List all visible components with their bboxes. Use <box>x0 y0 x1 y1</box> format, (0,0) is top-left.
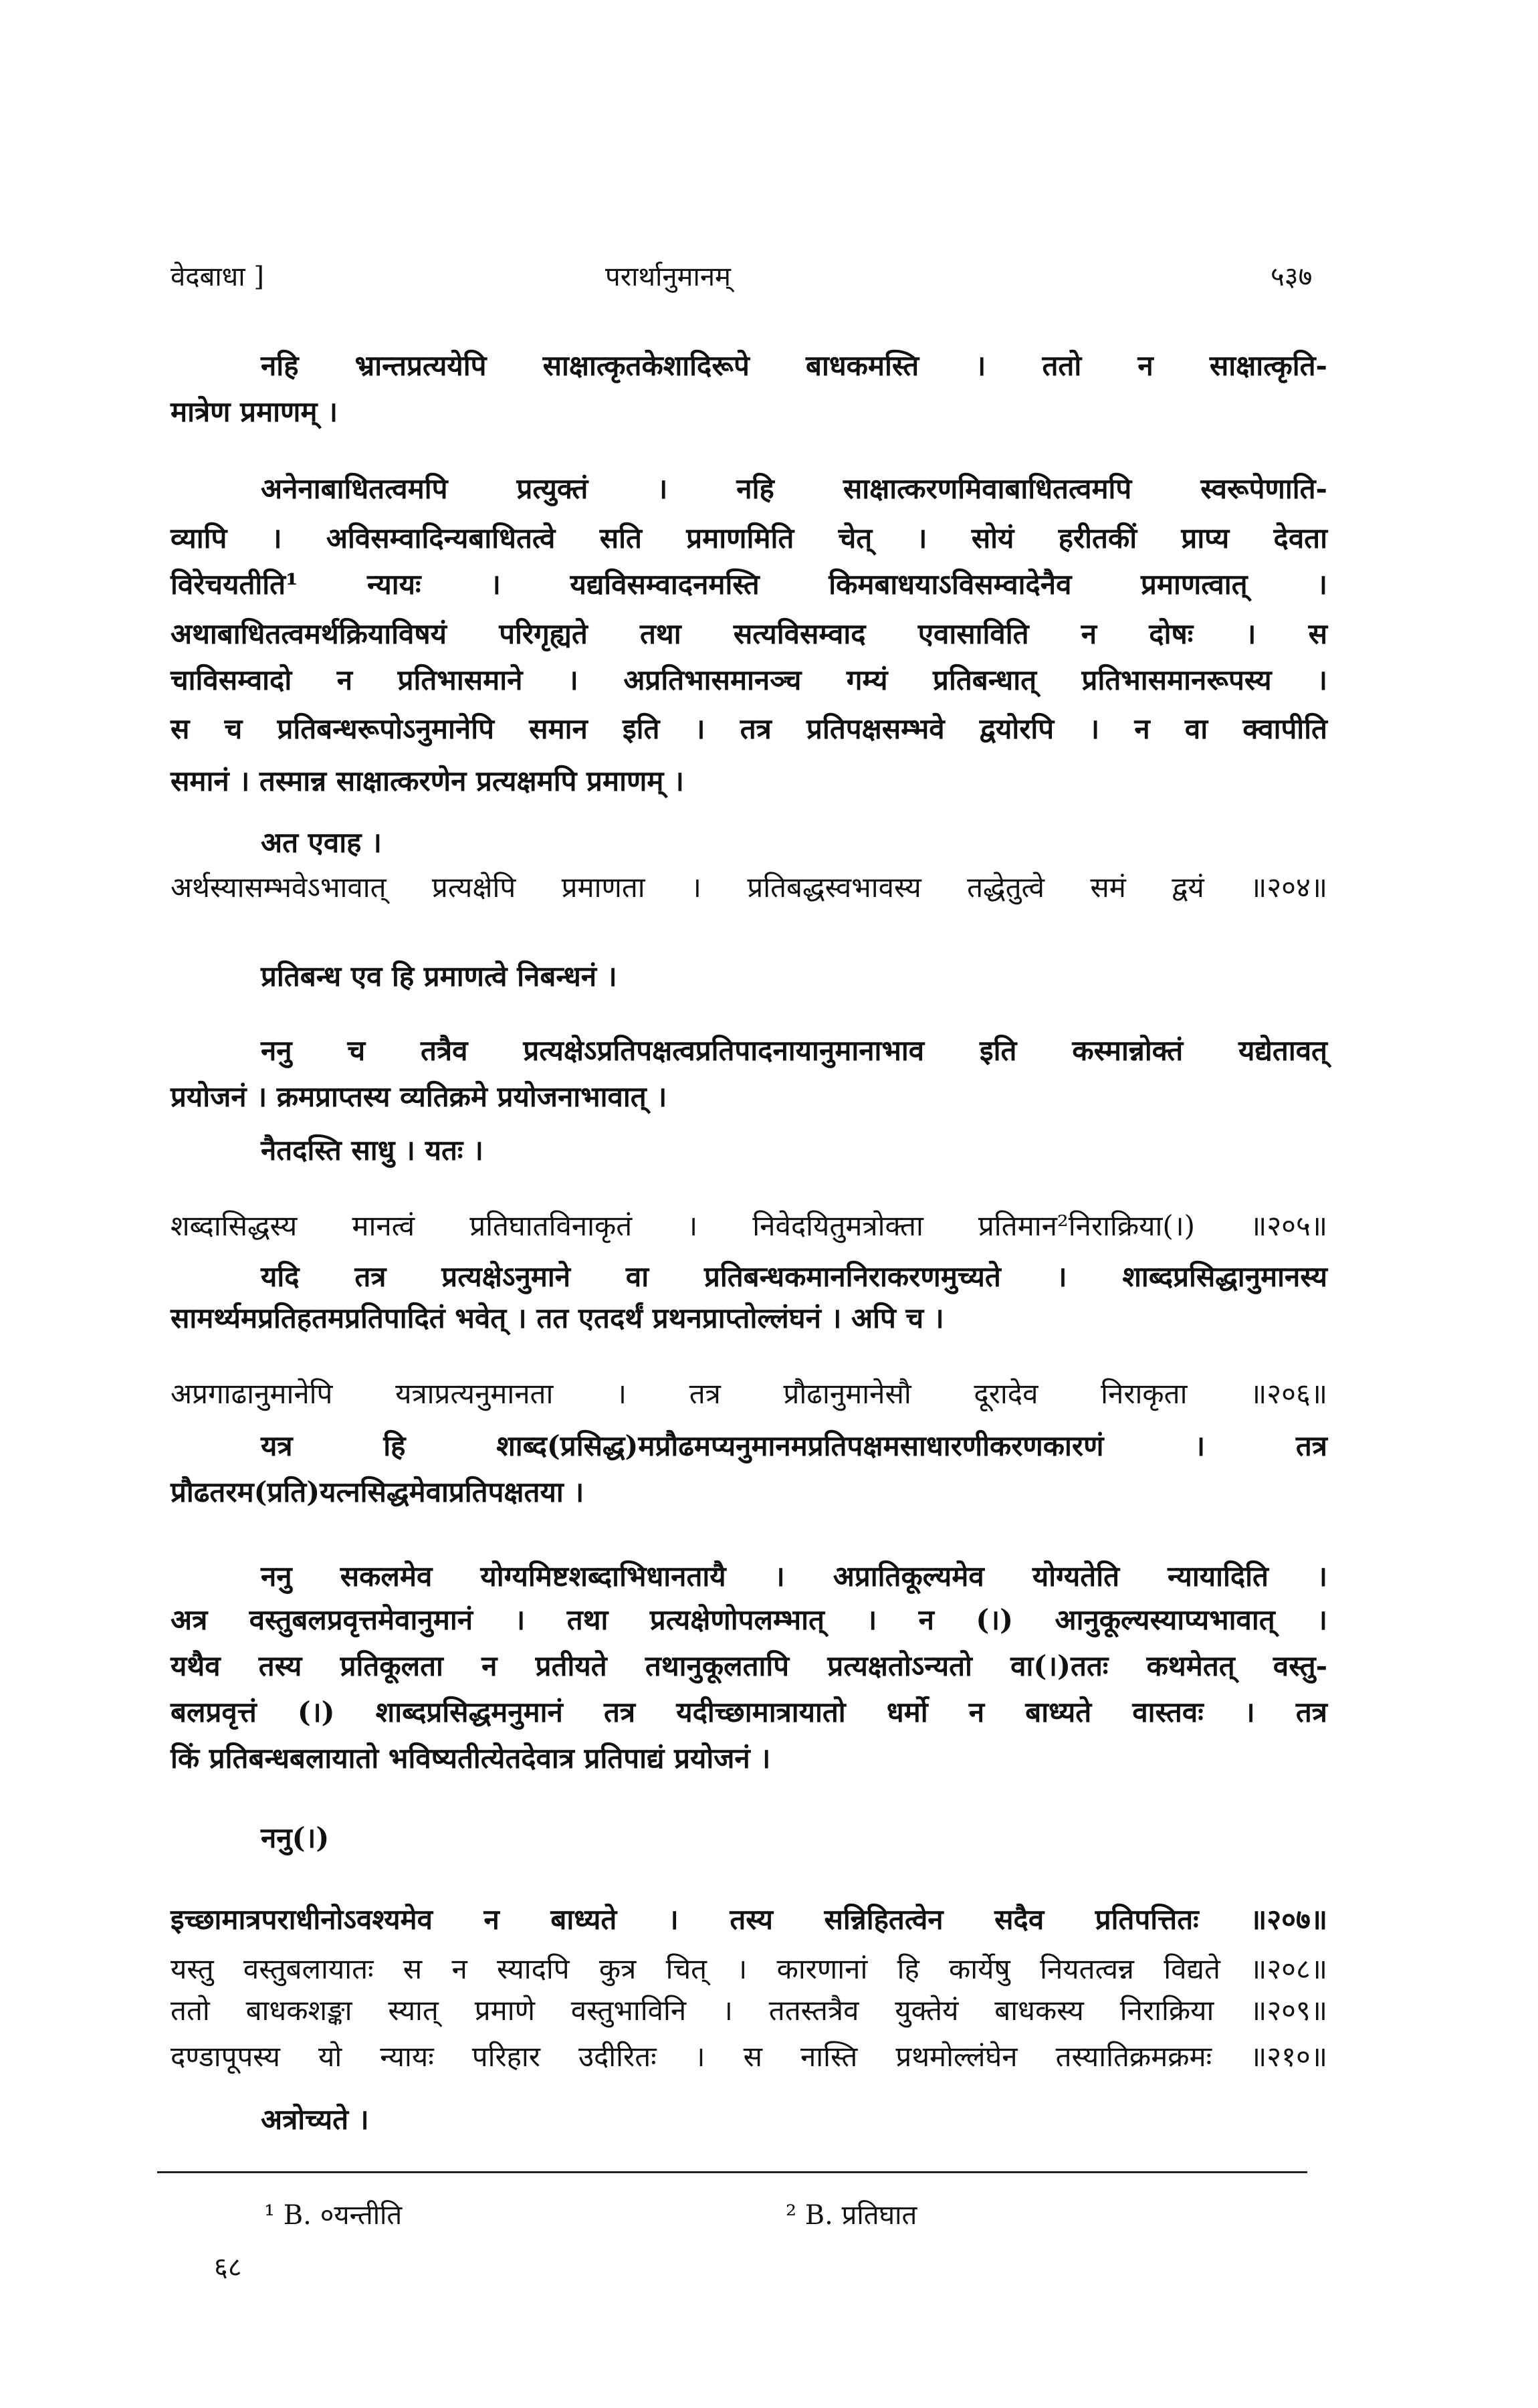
text-line: प्रौढतरम(प्रति)यत्नसिद्धमेवाप्रतिपक्षतया । <box>171 1476 584 1508</box>
text-line: व्यापि । अविसम्वादिन्यबाधितत्वे सति प्रमाणमिति चेत् । सोयं हरीतकीं प्राप्य देवता <box>171 522 1327 555</box>
running-header-section: वेदबाधा ] <box>171 262 264 292</box>
footer-page-number: ६८ <box>214 2252 242 2283</box>
text-line: नहि भ्रान्तप्रत्ययेपि साक्षात्कृतकेशादिरूपे बाधकमस्ति । ततो न साक्षात्कृति- <box>261 349 1327 382</box>
text-line: समानं । तस्मान्न साक्षात्करणेन प्रत्यक्षमपि प्रमाणम् । <box>171 765 684 797</box>
text-line: अत्रोच्यते । <box>261 2103 369 2136</box>
text-line: चाविसम्वादो न प्रतिभासमाने । अप्रतिभासमानञ्च गम्यं प्रतिबन्धात् प्रतिभासमानरूपस्य । <box>171 664 1327 696</box>
text-line: प्रयोजनं । क्रमप्राप्तस्य व्यतिक्रमे प्रयोजनाभावात् । <box>171 1080 667 1113</box>
text-line: ननु च तत्रैव प्रत्यक्षेऽप्रतिपक्षत्वप्रतिपादनायानुमानाभाव इति कस्मान्नोक्तं यद्येतावत् <box>261 1034 1327 1067</box>
text-line: ननु(।) <box>261 1821 330 1854</box>
verse-line: अप्रगाढानुमानेपि यत्राप्रत्यनुमानता । तत्र प्रौढानुमानेसौ दूरादेव निराकृता ॥२०६॥ <box>171 1377 1327 1410</box>
verse-line: शब्दासिद्धस्य मानत्वं प्रतिघातविनाकृतं । निवेदयितुमत्रोक्ता प्रतिमान²निराक्रिया(।) ॥२०५॥ <box>171 1209 1327 1242</box>
text-line: अनेनाबाधितत्वमपि प्रत्युक्तं । नहि साक्षात्करणमिवाबाधितत्वमपि स्वरूपेणाति- <box>261 472 1327 505</box>
verse-line: दण्डापूपस्य यो न्यायः परिहार उदीरितः । स नास्ति प्रथमोल्लंघेन तस्यातिक्रमक्रमः ॥२१०॥ <box>171 2040 1327 2073</box>
text-line: सामर्थ्यमप्रतिहतमप्रतिपादितं भवेत् । तत एतदर्थं प्रथनप्राप्तोल्लंघनं । अपि च । <box>171 1302 944 1334</box>
text-line: यत्र हि शाब्द(प्रसिद्ध)मप्रौढमप्यनुमानमप्रतिपक्षमसाधारणीकरणकारणं । तत्र <box>261 1429 1327 1462</box>
running-header-title: परार्थानुमानम् <box>605 262 731 292</box>
footnote-divider <box>157 2171 1307 2173</box>
text-line: विरेचयतीति¹ न्यायः । यद्यविसम्वादनमस्ति किमबाधयाऽविसम्वादेनैव प्रमाणत्वात् । <box>171 568 1327 601</box>
text-line: मात्रेण प्रमाणम् । <box>171 395 338 428</box>
page-number: ५३७ <box>1271 262 1313 292</box>
verse-line: इच्छामात्रपराधीनोऽवश्यमेव न बाध्यते । तस्य सन्निहितत्वेन सदैव प्रतिपत्तितः ॥२०७॥ <box>171 1903 1327 1936</box>
verse-line: ततो बाधकशङ्का स्यात् प्रमाणे वस्तुभाविनि । ततस्तत्रैव युक्तेयं बाधकस्य निराक्रिया ॥२०९॥ <box>171 1994 1327 2027</box>
text-line: स च प्रतिबन्धरूपोऽनुमानेपि समान इति । तत्र प्रतिपक्षसम्भवे द्वयोरपि । न वा क्वापीति <box>171 712 1327 745</box>
text-line: यथैव तस्य प्रतिकूलता न प्रतीयते तथानुकूलतापि प्रत्यक्षतोऽन्यतो वा(।)ततः कथमेतत् वस्तु- <box>171 1649 1327 1682</box>
text-line: किं प्रतिबन्धबलायातो भविष्यतीत्येतदेवात्र प्रतिपाद्यं प्रयोजनं । <box>171 1742 771 1775</box>
verse-line: अर्थस्यासम्भवेऽभावात् प्रत्यक्षेपि प्रमाणता । प्रतिबद्धस्वभावस्य तद्धेतुत्वे समं द्वयं ॥२०४॥ <box>171 871 1327 904</box>
text-line: बलप्रवृत्तं (।) शाब्दप्रसिद्धमनुमानं तत्र यदीच्छामात्रायातो धर्मो न बाध्यते वास्तवः । तत्र <box>171 1696 1327 1728</box>
text-line: यदि तत्र प्रत्यक्षेऽनुमाने वा प्रतिबन्धकमाननिराकरणमुच्यते । शाब्दप्रसिद्धानुमानस्य <box>261 1260 1327 1293</box>
text-line: प्रतिबन्ध एव हि प्रमाणत्वे निबन्धनं । <box>261 960 617 993</box>
text-line: अत्र वस्तुबलप्रवृत्तमेवानुमानं । तथा प्रत्यक्षेणोपलम्भात् । न (।) आनुकूल्यस्याप्यभावात् । <box>171 1603 1327 1636</box>
footnote-1: ¹ B. ०यन्तीति <box>264 2200 403 2231</box>
footnote-2: ² B. प्रतिघात <box>786 2200 917 2231</box>
text-line: नैतदस्ति साधु । यतः । <box>261 1134 483 1167</box>
text-line: अत एवाह । <box>261 826 382 859</box>
text-line: अथाबाधितत्वमर्थक्रियाविषयं परिगृह्यते तथा सत्यविसम्वाद एवासाविति न दोषः । स <box>171 617 1327 650</box>
verse-line: यस्तु वस्तुबलायातः स न स्यादपि कुत्र चित् । कारणानां हि कार्येषु नियतत्वन्न विद्यते ॥२०८॥ <box>171 1952 1327 1985</box>
text-line: ननु सकलमेव योग्यमिष्टशब्दाभिधानतायै । अप्रातिकूल्यमेव योग्यतेति न्यायादिति । <box>261 1560 1327 1593</box>
